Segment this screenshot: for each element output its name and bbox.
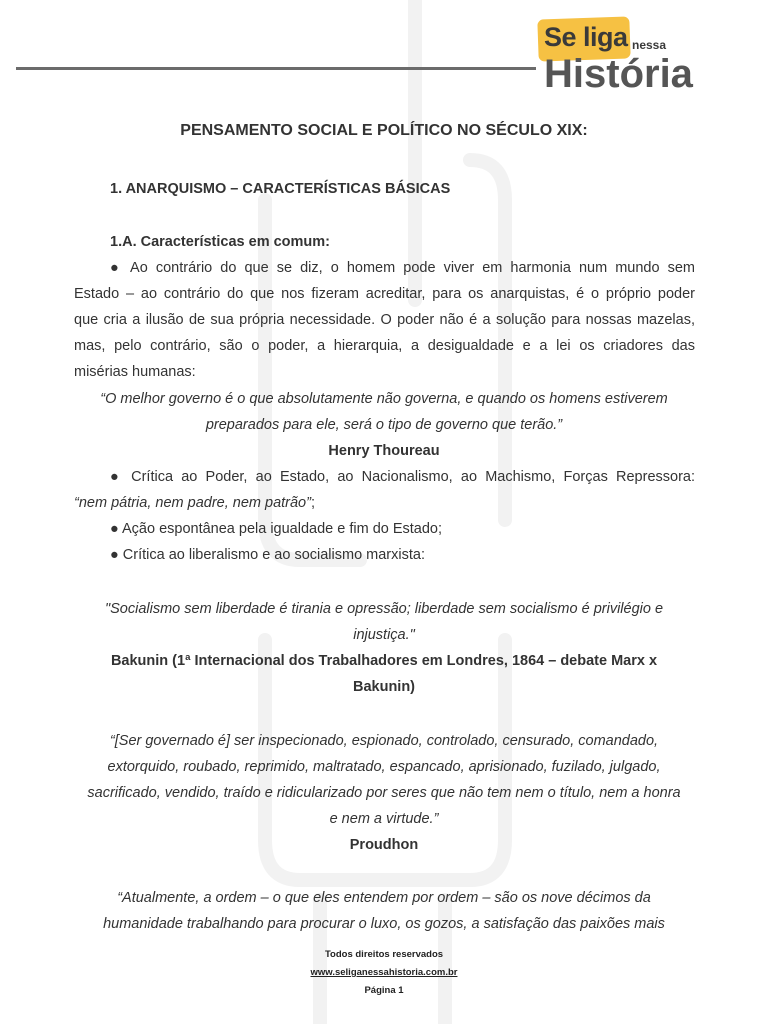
bullet-inline-quote: “nem pátria, nem padre, nem patrão” xyxy=(74,495,311,511)
quote-line: “O melhor governo é o que absolutamente não governa, e quando os homens estiverem xyxy=(100,391,668,407)
quote-line: "Socialismo sem liberdade é tirania e opressão; liberdade sem socialismo é privilégio e xyxy=(104,601,664,617)
quote-author: Henry Thoureau xyxy=(328,443,440,459)
logo-text-seliga: Se liga xyxy=(544,22,628,52)
quote-line: e nem a virtude.” xyxy=(329,811,439,827)
paragraph-line: que cria a ilusão de sua própria necessidade. O poder não é a solução para nossas mazelas, xyxy=(74,312,695,328)
paragraph-line: ● Ao contrário do que se diz, o homem pode viver em harmonia num mundo sem xyxy=(110,260,695,276)
paragraph-line: misérias humanas: xyxy=(74,364,196,380)
bullet-item: ● Crítica ao liberalismo e ao socialismo marxista: xyxy=(110,547,425,563)
quote-author: Bakunin (1ª Internacional dos Trabalhadores em Londres, 1864 – debate Marx x xyxy=(110,653,658,669)
logo-text-historia: História xyxy=(544,52,693,96)
bullet-item: ● Ação espontânea pela igualdade e fim do Estado; xyxy=(110,521,443,537)
header-rule xyxy=(16,67,536,70)
subsection-heading: 1.A. Características em comum: xyxy=(110,234,331,250)
bullet-line-end: ; xyxy=(310,495,315,511)
footer-rights: Todos direitos reservados xyxy=(324,949,444,960)
paragraph-line: Estado – ao contrário do que nos fizeram acreditar, para os anarquistas, é o próprio poder xyxy=(74,286,695,302)
quote-line: sacrificado, vendido, traído e ridicularizado por seres que não tem nem o título, nem a honra xyxy=(87,785,681,801)
bullet-item: ● Crítica ao Poder, ao Estado, ao Nacionalismo, ao Machismo, Forças Repressora: xyxy=(110,469,695,485)
quote-line: preparados para ele, será o tipo de governo que terão.” xyxy=(205,417,563,433)
section-heading: 1. ANARQUISMO – CARACTERÍSTICAS BÁSICAS xyxy=(110,181,451,197)
quote-line: injustiça." xyxy=(353,627,415,643)
footer-website-link[interactable]: www.seliganessahistoria.com.br xyxy=(310,967,458,978)
brand-logo xyxy=(538,14,760,96)
quote-line: extorquido, roubado, reprimido, maltratado, espancado, aprisionado, fuzilado, julgado, xyxy=(107,759,661,775)
logo-text-nessa: nessa xyxy=(632,38,667,52)
bullet-item-continuation xyxy=(74,493,315,513)
quote-line: humanidade trabalhando para procurar o luxo, os gozos, a satisfação das paixões mais xyxy=(103,916,665,932)
paragraph-line: mas, pelo contrário, são o poder, a hierarquia, a desigualdade e a lei os criadores das xyxy=(74,338,695,354)
page-title: PENSAMENTO SOCIAL E POLÍTICO NO SÉCULO XIX: xyxy=(180,122,588,139)
quote-author: Proudhon xyxy=(349,837,419,853)
quote-line: “[Ser governado é] ser inspecionado, espionado, controlado, censurado, comandado, xyxy=(109,733,659,749)
footer-page-number: Página 1 xyxy=(364,985,404,996)
quote-author: Bakunin) xyxy=(352,679,416,695)
quote-line: “Atualmente, a ordem – o que eles entendem por ordem – são os nove décimos da xyxy=(117,890,651,906)
